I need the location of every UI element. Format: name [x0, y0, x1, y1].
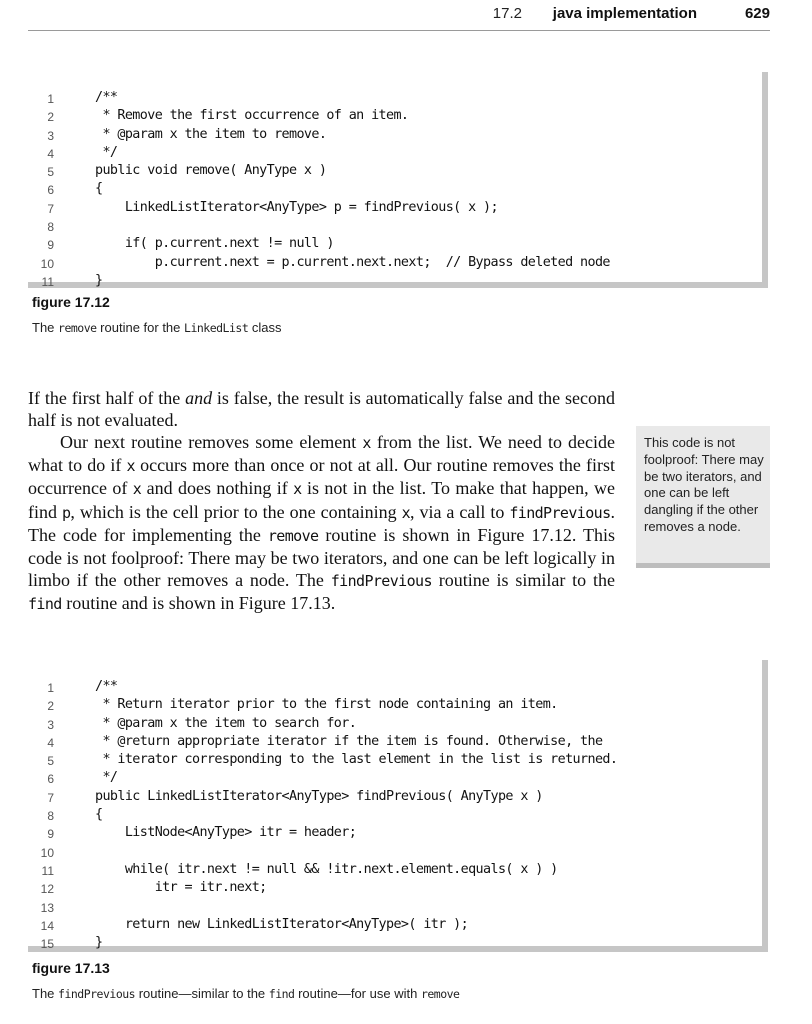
margin-note-bar: [636, 563, 770, 568]
text-run: Our next routine removes some element: [60, 432, 363, 452]
text-run: , which is the cell prior to the one containing: [70, 501, 402, 522]
line-number: 9: [47, 827, 54, 842]
inline-code: x: [293, 480, 302, 499]
chapter-title: java implementation: [552, 5, 697, 22]
line-number: 11: [41, 863, 54, 878]
caption-text: class: [248, 320, 282, 335]
margin-note-text: This code is not foolproof: There may be two iterators, and one can be left dangling if the other removes a node.: [644, 435, 764, 534]
line-number: 15: [40, 937, 54, 952]
line-number: 12: [40, 882, 54, 897]
caption-code: findPrevious: [58, 987, 136, 1001]
section-number: 17.2: [492, 5, 522, 22]
code-text: if( p.current.next != null ): [95, 236, 334, 252]
line-number: 8: [47, 220, 54, 235]
code-text: return new LinkedListIterator<AnyType>( itr );: [95, 916, 469, 932]
line-number: 7: [47, 201, 54, 216]
figure-caption: [32, 320, 282, 335]
code-listing-figure-17-12: [28, 72, 768, 288]
line-number: 2: [47, 699, 54, 714]
caption-code: remove: [420, 987, 460, 1001]
code-text: {: [95, 181, 103, 197]
figure-label: figure 17.12: [32, 294, 110, 310]
line-number: 11: [41, 274, 54, 289]
caption-text: routine—for use with: [294, 986, 421, 1001]
inline-code: findPrevious: [330, 572, 432, 591]
line-number: 13: [40, 900, 54, 915]
line-number: 3: [47, 128, 54, 143]
inline-code: remove: [267, 526, 319, 545]
code-text: public void remove( AnyType x ): [95, 163, 327, 179]
line-number: 2: [47, 110, 54, 125]
line-number: 6: [47, 183, 54, 198]
body-paragraph: [28, 387, 615, 431]
line-number: 1: [47, 681, 54, 695]
code-text: p.current.next = p.current.next.next; // Bypass deleted node: [95, 254, 610, 270]
line-number: 4: [47, 735, 54, 750]
caption-text: The: [32, 986, 59, 1001]
line-number: 8: [47, 809, 54, 824]
caption-code: remove: [58, 321, 97, 335]
code-text: * Remove the first occurrence of an item.: [95, 108, 409, 124]
caption-code: LinkedList: [184, 321, 249, 335]
text-run: routine is shown in Figure 17.12. This code is not foolproof: There may be two iterators, and one can be left logically in limbo if the other removes a node. The: [28, 524, 615, 591]
text-run: , via a call to: [410, 501, 510, 522]
line-number: 5: [47, 754, 54, 769]
code-text: ListNode<AnyType> itr = header;: [95, 825, 357, 841]
margin-note: [636, 426, 770, 568]
line-number: 5: [47, 165, 54, 180]
caption-text: routine for the: [96, 320, 185, 335]
code-text: }: [95, 272, 103, 288]
code-frame-bottom: [28, 282, 768, 288]
inline-code: x: [126, 457, 135, 476]
page-number: 629: [744, 5, 770, 22]
code-frame-bottom: [28, 946, 768, 952]
code-text: while( itr.next != null && !itr.next.element.equals( x ) ): [95, 861, 558, 877]
code-frame-right: [762, 72, 768, 288]
figure-caption: [32, 986, 459, 1001]
text-run: . The code for implementing the: [28, 501, 615, 545]
emphasis: and: [185, 388, 213, 408]
code-text: /**: [95, 679, 118, 694]
text-run: and does nothing if: [141, 478, 294, 499]
text-run: If the first half of the: [28, 388, 186, 408]
text-run: is false, the result is automatically false and the second half is not evaluated.: [28, 388, 615, 431]
text-run: from the list. We need to decide what to do if: [28, 432, 615, 476]
caption-text: The: [32, 320, 59, 335]
inline-code: x: [362, 434, 371, 452]
line-number: 4: [47, 146, 54, 161]
code-frame-right: [762, 660, 768, 952]
code-text: * @param x the item to search for.: [95, 715, 357, 731]
line-number: 14: [40, 918, 54, 933]
code-text: */: [95, 144, 118, 160]
inline-code: p: [61, 503, 71, 522]
code-text: */: [95, 770, 118, 786]
code-text: public LinkedListIterator<AnyType> findPrevious( AnyType x ): [95, 788, 543, 804]
caption-text: routine—similar to the: [135, 986, 269, 1001]
line-number: 10: [40, 256, 54, 271]
code-text: * @param x the item to remove.: [95, 126, 327, 142]
code-text: }: [95, 935, 103, 951]
running-header: [28, 0, 770, 31]
text-run: is not in the list. To make that happen, we find: [28, 478, 615, 522]
code-listing-figure-17-13: [28, 660, 768, 952]
code-text: /**: [95, 90, 118, 105]
line-number: 3: [47, 717, 54, 732]
caption-code: find: [268, 987, 295, 1001]
inline-code: find: [28, 595, 62, 614]
line-number: 9: [47, 238, 54, 253]
inline-code: findPrevious: [509, 503, 611, 522]
inline-code: x: [401, 503, 410, 522]
inline-code: x: [132, 480, 142, 499]
line-number: 1: [47, 92, 54, 106]
text-run: routine and is shown in Figure 17.13.: [61, 593, 336, 614]
figure-label: figure 17.13: [32, 960, 110, 976]
code-text: * @return appropriate iterator if the item is found. Otherwise, the: [95, 733, 603, 749]
text-run: routine is similar to the: [431, 570, 615, 591]
code-text: itr = itr.next;: [95, 880, 267, 896]
code-text: * iterator corresponding to the last element in the list is returned.: [95, 752, 618, 768]
line-number: 10: [40, 845, 54, 860]
line-number: 6: [47, 772, 54, 787]
body-paragraph: [28, 431, 615, 616]
text-run: occurs more than once or not at all. Our routine removes the first occurrence of: [28, 455, 615, 499]
code-text: {: [95, 807, 103, 823]
line-number: 7: [47, 790, 54, 805]
code-text: * Return iterator prior to the first node containing an item.: [95, 697, 558, 713]
code-text: LinkedListIterator<AnyType> p = findPrevious( x );: [95, 199, 498, 215]
